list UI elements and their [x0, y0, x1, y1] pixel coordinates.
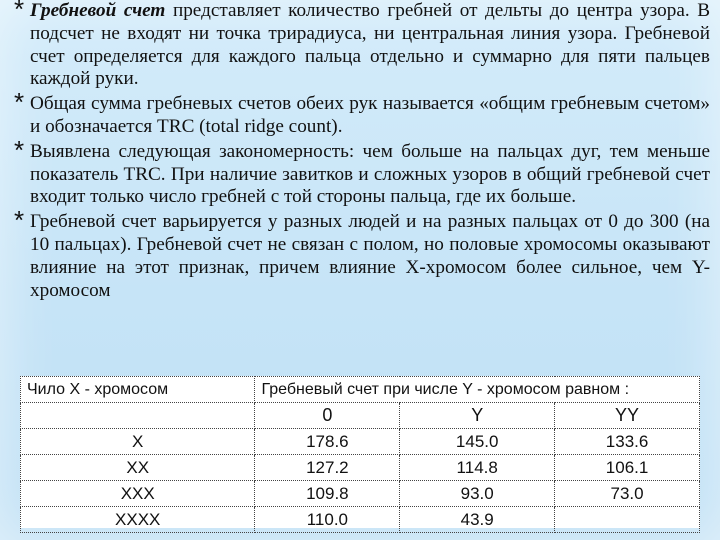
header-y-chromosomes: Гребневый счет при числе Y - хромосом равном : — [255, 377, 700, 403]
bullet-trc — [14, 87, 710, 139]
bullet-variation — [14, 205, 710, 302]
row-label: XXXX — [21, 507, 255, 533]
subheader-yy: YY — [555, 403, 700, 429]
table-cell: 106.1 — [555, 455, 700, 481]
header-x-chromosomes: Чило X - хромосом — [21, 377, 255, 403]
table-cell: 73.0 — [555, 481, 700, 507]
table-cell: 43.9 — [400, 507, 555, 533]
bullet-marker: * — [14, 87, 25, 118]
table-row — [21, 429, 700, 455]
bullet-marker: * — [14, 205, 25, 236]
table-cell: 178.6 — [255, 429, 400, 455]
table-subheader-row — [21, 403, 700, 429]
row-label: X — [21, 429, 255, 455]
table-cell: 114.8 — [400, 455, 555, 481]
ridge-count-table — [20, 376, 700, 533]
subheader-y0: 0 — [255, 403, 400, 429]
table-cell: 93.0 — [400, 481, 555, 507]
bullet-regularity — [14, 134, 710, 209]
bullet-marker: * — [14, 0, 25, 24]
bullet-text: представляет количество гребней от дельты до центра узора. В подсчет не входят ни точка трирадиуса, ни центральная линия узора. Гребневой счет определяется для каждого пальца отдельно и суммарно для пяти пальцев каждой руки. — [30, 0, 711, 90]
table-cell: 127.2 — [255, 455, 400, 481]
bullet-ridge-count-definition — [14, 0, 710, 91]
table-cell: 145.0 — [400, 429, 555, 455]
term-ridge-count: Гребневой счет — [30, 0, 166, 21]
ridge-count-table-container — [20, 376, 700, 528]
bullet-list — [14, 0, 710, 304]
bullet-marker: * — [14, 134, 25, 165]
row-label: XXX — [21, 481, 255, 507]
table-cell: 110.0 — [255, 507, 400, 533]
subheader-y: Y — [400, 403, 555, 429]
table-cell — [555, 507, 700, 533]
table-row — [21, 481, 700, 507]
table-row — [21, 507, 700, 533]
table-cell: 109.8 — [255, 481, 400, 507]
table-header-row — [21, 377, 700, 403]
subheader-empty-cell — [21, 403, 255, 429]
table-row — [21, 455, 700, 481]
row-label: XX — [21, 455, 255, 481]
bullet-text: Гребневой счет варьируется у разных людей и на разных пальцах от 0 до 300 (на 10 пальцах). Гребневой счет не связан с полом, но половые хромосомы оказывают влияние на этот признак, причем влияние X-хромосом более сильное, чем Y-хромосом — [30, 211, 710, 301]
bullet-text: Общая сумма гребневых счетов обеих рук называется «общим гребневым счетом» и обозначается TRC (total ridge count). — [30, 93, 710, 137]
bullet-text: Выявлена следующая закономерность: чем больше на пальцах дуг, тем меньше показатель TRC. При наличие завитков и сложных узоров в общий гребневой счет входит только число гребней с той стороны пальца, где их больше. — [30, 140, 710, 208]
table-cell: 133.6 — [555, 429, 700, 455]
